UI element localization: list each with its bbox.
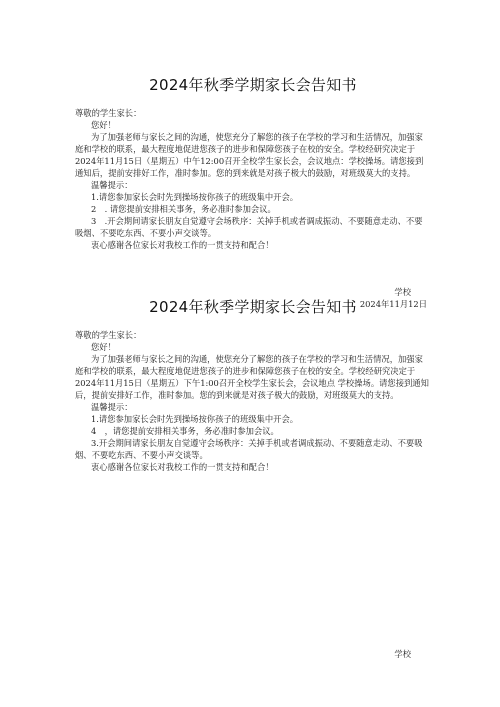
- notice-2: [0, 296, 500, 659]
- main-paragraph: [75, 131, 430, 179]
- main-paragraph: [75, 353, 430, 401]
- tip-item-3: 3.开会期间请家长朋友自觉遵守会场秩序：关掉手机或者调成振动、不要随意走动、不要吸烟、不要吃东西、不要小声交谈等。: [75, 438, 423, 460]
- tip-item-1: 1.请您参加家长会时先到操场按你孩子的班级集中开会。: [91, 414, 299, 424]
- greeting: 您好！: [91, 342, 116, 352]
- salutation: 尊敬的学生家长：: [75, 330, 142, 340]
- meeting-datetime: 2024年11月15日（星期五）中午12:00: [75, 156, 225, 166]
- tip-item-1: 1.请您参加家长会时先到操场按你孩子的班级集中开会。: [91, 192, 299, 202]
- tips-heading: 温馨提示：: [91, 402, 133, 412]
- notice-1: [0, 74, 500, 309]
- sign-date: 2024年11月12日: [359, 299, 427, 309]
- notice-body: [75, 107, 430, 251]
- thanks-line: 衷心感谢各位家长对我校工作的一贯支持和配合！: [91, 462, 274, 472]
- paragraph-text-b: 召开全校学生家长会，会议地点：学校操场。请您接到通知后，提前安排好工作，准时参加。您的到来就是对孩子极大的鼓励，对班级莫大的支持。: [75, 156, 424, 178]
- tip-item-2: 2 . 请您提前安排相关事务，务必准时参加会议。: [91, 204, 276, 214]
- notice-title: 2024年秋季学期家长会告知书: [149, 76, 357, 94]
- paragraph-text-b: 召开全校学生家长会，会议地点 学校操场。请您接到通知后，提前安排好工作，准时参加。您的到来就是对孩子极大的鼓励，对班级莫大的支持。: [75, 378, 429, 400]
- meeting-datetime: 2024年11月15日（星期五）下午1:00: [75, 378, 219, 388]
- salutation: 尊敬的学生家长：: [75, 108, 142, 118]
- paragraph-text-a: 为了加强老师与家长之间的沟通，使您充分了解您的孩子在学校的学习和生活情况，加强家庭和学校的联系，最大程度地促进您孩子的进步和保障您孩子在校的安全。学校经研究决定于: [75, 132, 423, 154]
- signer-name: 学校: [394, 649, 411, 659]
- tips-heading: 温馨提示：: [91, 180, 133, 190]
- notice-title: 2024年秋季学期家长会告知书: [149, 298, 357, 316]
- tip-item-3: 3 .开会期间请家长朋友自觉遵守会场秩序：关掉手机或者调成振动、不要随意走动、不要吸烟、不要吃东西、不要小声交谈等。: [75, 216, 423, 238]
- signature-block: [394, 648, 427, 660]
- greeting: 您好！: [91, 120, 116, 130]
- paragraph-text-a: 为了加强老师与家长之间的沟通，使您充分了解您的孩子在学校的学习和生活情况，加强家庭和学校的联系，最大程度地促进您孩子的进步和保障您孩子在校的安全。学校经研究决定于: [75, 354, 423, 376]
- tip-item-2: 4 ，请您提前安排相关事务，务必准时参加会议。: [91, 426, 279, 436]
- signer-name: 学校: [394, 287, 411, 297]
- notice-body: [75, 329, 430, 473]
- thanks-line: 衷心感谢各位家长对我校工作的一贯支持和配合！: [91, 240, 274, 250]
